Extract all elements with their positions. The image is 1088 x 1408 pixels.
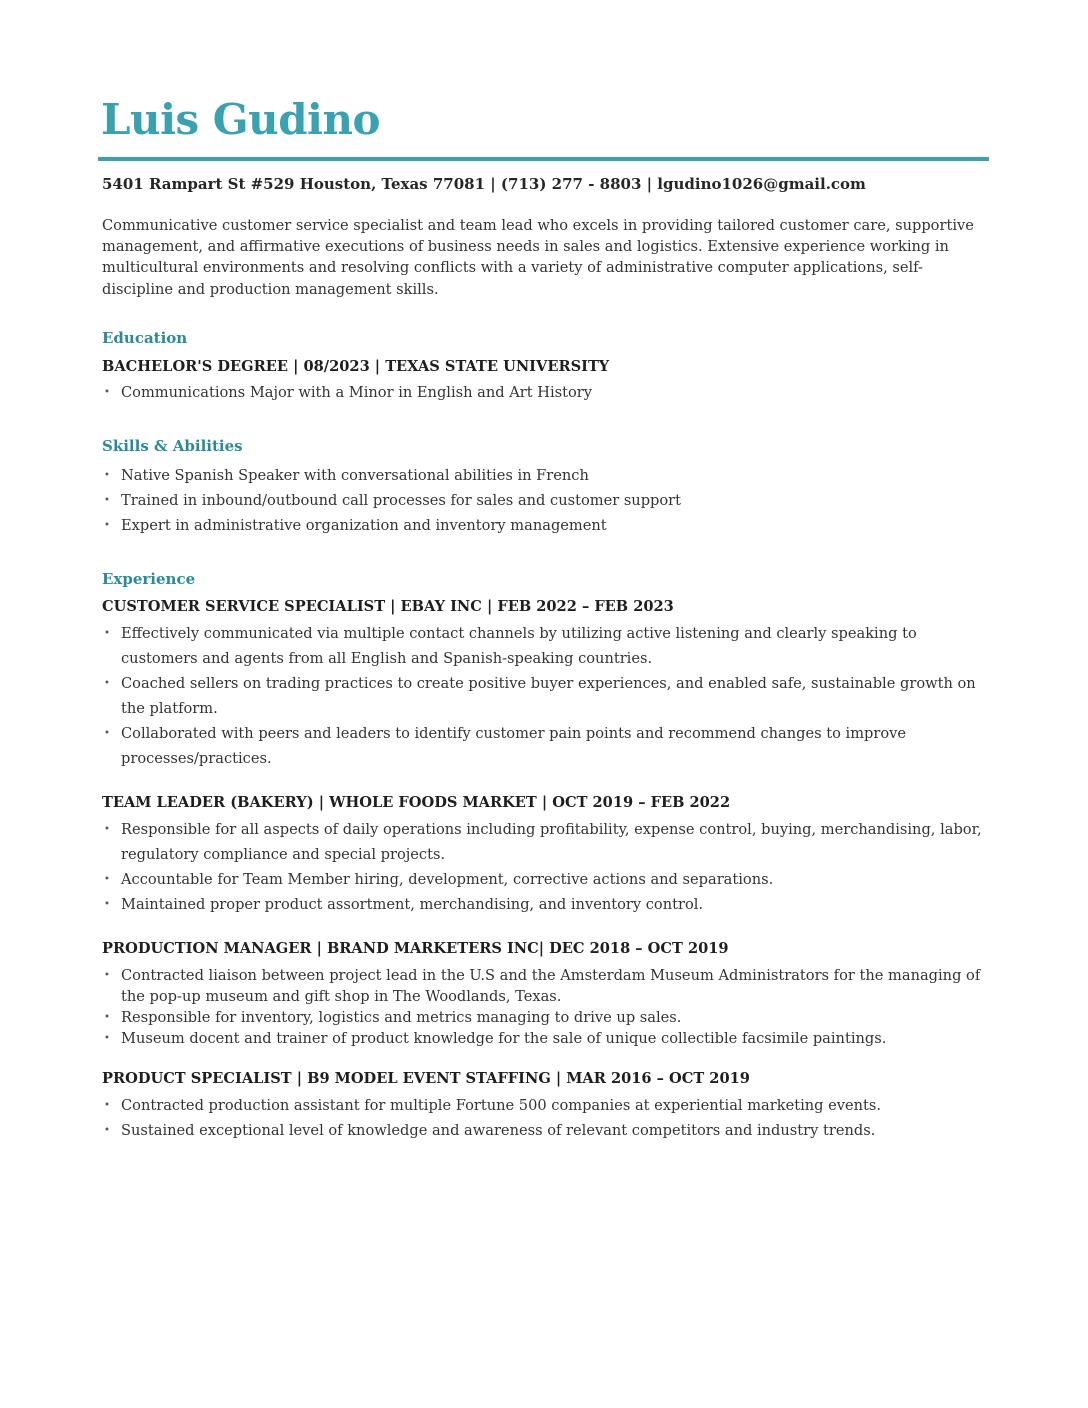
education-bullets bbox=[102, 380, 992, 405]
header-divider bbox=[98, 157, 989, 161]
list-item: • Effectively communicated via multiple contact channels by utilizing active listening and clearly speaking to customers and agents from all English and Spanish-speaking countries. bbox=[102, 621, 992, 671]
summary-paragraph: Communicative customer service specialist and team lead who excels in providing tailored customer care, supportive management, and affirmative executions of business needs in sales and logistics. Extensive experience working in multicultural environments and resolving conflicts with a variety of administrative computer applications, self-discipline and production management skills. bbox=[102, 217, 974, 298]
section-title-education: Education bbox=[102, 329, 188, 347]
list-item: • Trained in inbound/outbound call processes for sales and customer support bbox=[102, 488, 992, 513]
job-bullets-b9-model bbox=[102, 1093, 992, 1143]
list-item: • Expert in administrative organization and inventory management bbox=[102, 513, 992, 538]
list-item: • Museum docent and trainer of product knowledge for the sale of unique collectible facsimile paintings. bbox=[102, 1028, 992, 1049]
list-item: • Responsible for inventory, logistics and metrics managing to drive up sales. bbox=[102, 1007, 992, 1028]
list-item: • Maintained proper product assortment, merchandising, and inventory control. bbox=[102, 892, 992, 917]
job-heading-whole-foods: TEAM LEADER (BAKERY) | WHOLE FOODS MARKET | OCT 2019 – FEB 2022 bbox=[102, 794, 731, 811]
list-item: • Sustained exceptional level of knowledge and awareness of relevant competitors and industry trends. bbox=[102, 1118, 992, 1143]
list-item: • Responsible for all aspects of daily operations including profitability, expense control, buying, merchandising, labor, regulatory compliance and special projects. bbox=[102, 817, 992, 867]
skills-bullets bbox=[102, 463, 992, 538]
list-item: • Collaborated with peers and leaders to identify customer pain points and recommend changes to improve processes/practices. bbox=[102, 721, 992, 771]
list-item: • Contracted liaison between project lead in the U.S and the Amsterdam Museum Administrators for the managing of the pop-up museum and gift shop in The Woodlands, Texas. bbox=[102, 965, 992, 1007]
list-item: • Coached sellers on trading practices to create positive buyer experiences, and enabled safe, sustainable growth on the platform. bbox=[102, 671, 992, 721]
job-heading-b9-model: PRODUCT SPECIALIST | B9 MODEL EVENT STAFFING | MAR 2016 – OCT 2019 bbox=[102, 1070, 750, 1087]
section-title-experience: Experience bbox=[102, 570, 196, 588]
job-bullets-ebay bbox=[102, 621, 992, 771]
candidate-name: Luis Gudino bbox=[101, 95, 381, 144]
list-item: • Contracted production assistant for multiple Fortune 500 companies at experiential marketing events. bbox=[102, 1093, 992, 1118]
contact-line: 5401 Rampart St #529 Houston, Texas 77081 | (713) 277 - 8803 | lgudino1026@gmail.com bbox=[102, 175, 866, 193]
job-bullets-whole-foods bbox=[102, 817, 992, 917]
job-heading-ebay: CUSTOMER SERVICE SPECIALIST | EBAY INC | FEB 2022 – FEB 2023 bbox=[102, 598, 674, 615]
list-item: • Accountable for Team Member hiring, development, corrective actions and separations. bbox=[102, 867, 992, 892]
list-item: • Native Spanish Speaker with conversational abilities in French bbox=[102, 463, 992, 488]
section-title-skills: Skills & Abilities bbox=[102, 437, 243, 455]
education-degree: BACHELOR'S DEGREE | 08/2023 | TEXAS STATE UNIVERSITY bbox=[102, 358, 610, 375]
job-heading-brand-marketers: PRODUCTION MANAGER | BRAND MARKETERS INC| DEC 2018 – OCT 2019 bbox=[102, 940, 729, 957]
list-item: • Communications Major with a Minor in English and Art History bbox=[102, 380, 992, 405]
job-bullets-brand-marketers bbox=[102, 965, 992, 1049]
